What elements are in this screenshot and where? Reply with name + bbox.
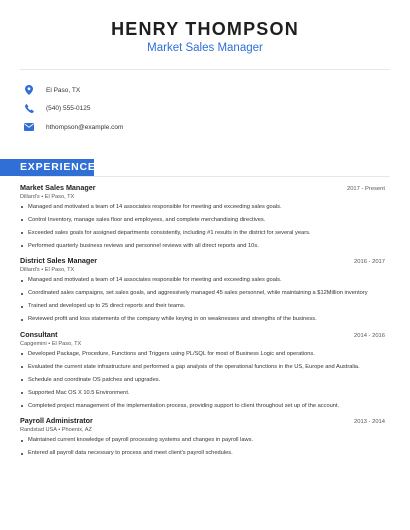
job-bullet: Supported Mac OS X 10.5 Environment. (20, 390, 385, 398)
job-bullet: Entered all payroll data necessary to process and meet client's payroll schedules. (20, 450, 385, 458)
job-bullet: Managed and motivated a team of 14 associates responsible for meeting and exceeding sales goals. (20, 277, 385, 285)
job-bullet: Coordinated sales campaigns, set sales goals, and aggressively managed 45 sales personnel, while maintaining a $12Million inventory (20, 290, 385, 298)
job-bullet: Control Inventory, manage sales floor and employees, and complete merchandising directives. (20, 217, 385, 225)
candidate-name: HENRY THOMPSON (111, 19, 299, 39)
job-dates: 2014 - 2016 (354, 332, 385, 339)
job-title: Consultant (20, 329, 58, 339)
job-location: El Paso, TX (51, 340, 82, 347)
contact-phone-text: (540) 555-0125 (46, 105, 91, 113)
job-bullet: Maintained current knowledge of payroll processing systems and changes in payroll laws. (20, 437, 385, 445)
contact-phone (20, 100, 390, 119)
job-company-line: Dillard's • El Paso, TX (20, 267, 75, 273)
job-company-line: Randstad USA • Phoenix, AZ (20, 427, 92, 433)
job-bullet: Evaluated the current state infrastructure and performed a gap analysis of the operational functions in the US, Europe and Australia. (20, 364, 385, 372)
job-bullets (20, 277, 385, 324)
job-title: Payroll Administrator (20, 416, 93, 425)
job-dates: 2016 - 2017 (354, 259, 385, 265)
contact-list (20, 81, 390, 137)
job-bullet: Completed project management of the implementation process, providing support to client throughout set up of the account. (20, 403, 385, 411)
contact-location-text: El Paso, TX (46, 86, 81, 94)
job-bullets (20, 204, 385, 251)
job-company: Randstad USA (20, 427, 57, 433)
job-bullet: Trained and developed up to 25 direct reports and their teams. (20, 303, 385, 311)
location-pin-icon (22, 83, 36, 97)
experience-heading: EXPERIENCE (0, 159, 94, 176)
header-divider (20, 69, 390, 70)
job-company-line: Dillard's • El Paso, TX (20, 193, 75, 200)
job-title: District Sales Manager (20, 256, 98, 265)
contact-location (20, 81, 390, 100)
job-bullet: Managed and motivated a team of 14 associates responsible for meeting and exceeding sales goals. (20, 204, 385, 212)
job-location: El Paso, TX (44, 193, 75, 200)
job-entry (20, 416, 385, 458)
job-company-line: Capgemini • El Paso, TX (20, 340, 82, 347)
job-bullet: Developed Package, Procedure, Functions and Triggers using PL/SQL for most of Business Logic and operations. (20, 351, 385, 359)
job-company: Dillard's (20, 193, 40, 200)
job-location: Phoenix, AZ (61, 427, 92, 433)
candidate-title: Market Sales Manager (147, 42, 263, 54)
job-bullet: Schedule and coordinate OS patches and upgrades. (20, 377, 385, 385)
phone-icon (22, 102, 36, 116)
job-entry (20, 256, 385, 324)
job-location: El Paso, TX (44, 267, 75, 273)
resume-header (0, 0, 410, 55)
job-entry (20, 183, 385, 251)
job-company: Dillard's (20, 267, 40, 273)
job-company: Capgemini (20, 340, 47, 347)
job-bullets (20, 351, 385, 411)
job-bullet: Performed quarterly business reviews and personnel reviews with all direct reports and 10s. (20, 243, 385, 251)
job-entry (20, 330, 385, 411)
job-title: Market Sales Manager (20, 182, 96, 192)
contact-email (20, 118, 390, 137)
job-bullet: Exceeded sales goals for assigned departments consistently, including #1 results in the district for several years. (20, 230, 385, 238)
job-bullet: Reviewed profit and loss statements of the company while keying in on weaknesses and strengths of the business. (20, 316, 385, 324)
job-dates: 2013 - 2014 (354, 419, 385, 425)
email-icon (22, 120, 36, 134)
experience-rule (20, 176, 390, 177)
experience-list (20, 183, 385, 458)
job-dates: 2017 - Present (346, 185, 385, 192)
job-bullets (20, 437, 385, 458)
contact-email-text: hthompson@example.com (46, 123, 124, 131)
